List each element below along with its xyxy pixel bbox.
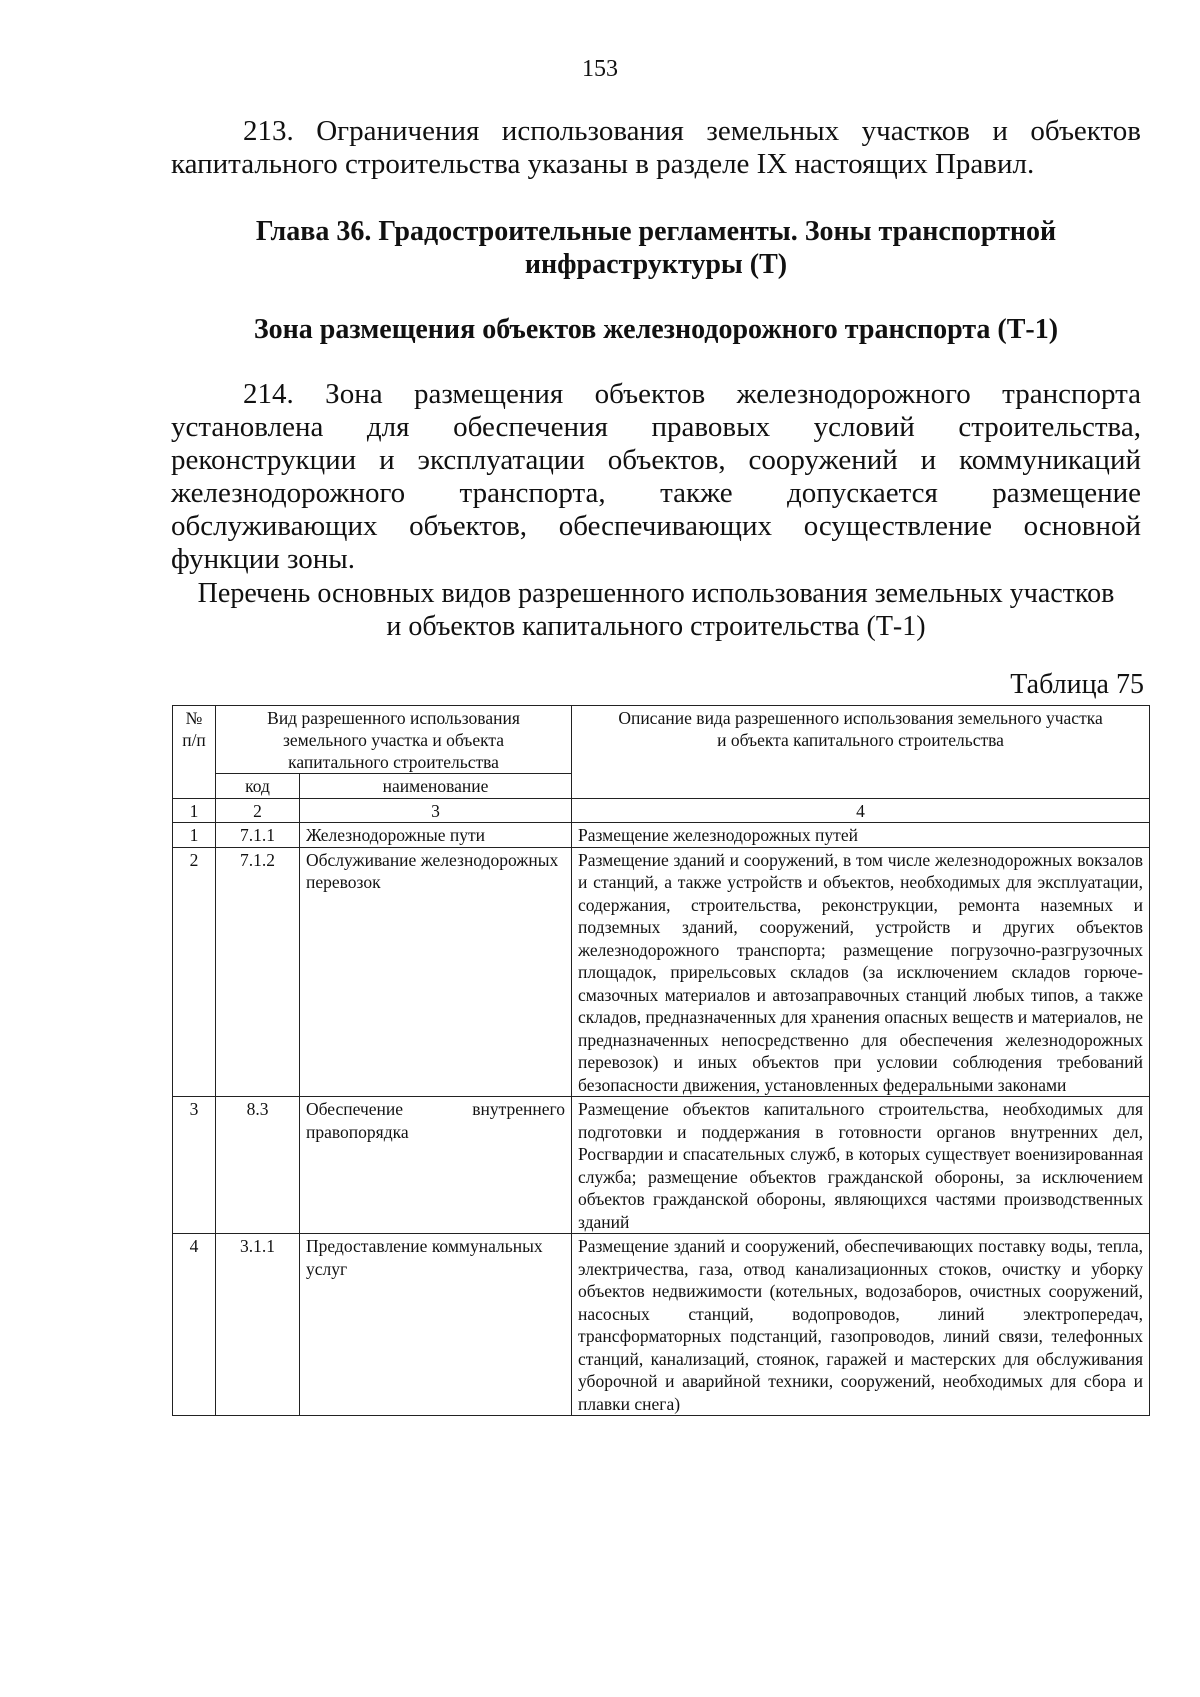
row-number: 4: [173, 1234, 216, 1416]
header-number-cell: [173, 706, 216, 799]
row-code: 7.1.2: [216, 847, 300, 1097]
row-description: Размещение зданий и сооружений, в том числе железнодорожных вокзалов и станций, а также устройств и объектов, необходимых для эксплуатации, содержания, строительства, реконструкции, ремонта наземных и подземных зданий, сооружений, устройств и других объектов железнодорожного транспорта; размещение погрузочно-разгрузочных площадок, прирельсовых складов (за исключением складов горюче-смазочных материалов и автозаправочных станций любых типов, а также складов, предназначенных для хранения опасных веществ и материалов, не предназначенных непосредственно для обеспечения железнодорожных перевозок) и иных объектов при условии соблюдения требований безопасности движения, установленных федеральными законами: [572, 847, 1150, 1097]
row-number: 3: [173, 1097, 216, 1234]
header-name-cell: наименование: [300, 774, 572, 799]
header-description-cell: [572, 706, 1150, 799]
row-description: Размещение зданий и сооружений, обеспечивающих поставку воды, тепла, электричества, газа, отвод канализационных стоков, очистку и уборку объектов недвижимости (котельных, водозаборов, очистных сооружений, насосных станций, водопроводов, линий электропередач, трансформаторных подстанций, газопроводов, линий связи, телефонных станций, канализаций, стоянок, гаражей и мастерских для обслуживания уборочной и аварийной техники, сооружений, необходимых для сбора и плавки снега): [572, 1234, 1150, 1416]
header-kind-line-3: капитального строительства: [288, 752, 499, 772]
table-row: [173, 847, 1150, 1097]
header-kind-line-1: Вид разрешенного использования: [267, 708, 520, 728]
row-name: Обслуживание железнодорожных перевозок: [300, 847, 572, 1097]
list-title: [171, 577, 1141, 643]
table-row: [173, 1097, 1150, 1234]
list-title-line-1: Перечень основных видов разрешенного использования земельных участков: [197, 578, 1115, 609]
header-description-line-1: Описание вида разрешенного использования земельного участка: [618, 708, 1103, 728]
table-label: Таблица 75: [1010, 669, 1144, 700]
row-code: 7.1.1: [216, 823, 300, 848]
row-name: Железнодорожные пути: [300, 823, 572, 848]
list-title-line-2: и объектов капитального строительства (Т-1): [386, 611, 926, 642]
row-code: 3.1.1: [216, 1234, 300, 1416]
page-number: 153: [582, 56, 618, 82]
header-description-line-2: и объекта капитального строительства: [717, 730, 1004, 750]
paragraph-213: 213. Ограничения использования земельных участков и объектов капитального строительства указаны в разделе IX настоящих Правил.: [171, 115, 1141, 180]
header-code-cell: код: [216, 774, 300, 799]
row-description: Размещение объектов капитального строительства, необходимых для подготовки и поддержания в готовности органов внутренних дел, Росгвардии и спасательных служб, в которых существует военизированная служба; размещение объектов гражданской обороны, за исключением объектов гражданской обороны, являющихся частями производственных зданий: [572, 1097, 1150, 1234]
table-row: [173, 1234, 1150, 1416]
header-kind-cell: [216, 706, 572, 774]
land-use-table: [172, 705, 1150, 1416]
row-number: 2: [173, 847, 216, 1097]
row-name: Обеспечение внутреннего правопорядка: [300, 1097, 572, 1234]
zone-heading: Зона размещения объектов железнодорожного транспорта (Т-1): [253, 314, 1059, 345]
row-number: 1: [173, 823, 216, 848]
column-number-2: 2: [216, 798, 300, 823]
paragraph-214: 214. Зона размещения объектов железнодорожного транспорта установлена для обеспечения правовых условий строительства, реконструкции и эксплуатации объектов, сооружений и коммуникаций железнодорожного транспорта, также допускается размещение обслуживающих объектов, обеспечивающих осуществление основной функции зоны.: [171, 378, 1141, 575]
chapter-heading-line-1: Глава 36. Градостроительные регламенты. Зоны транспортной: [255, 216, 1057, 247]
table-header-row: [173, 706, 1150, 774]
column-number-3: 3: [300, 798, 572, 823]
chapter-heading: [171, 215, 1141, 281]
table-row: [173, 823, 1150, 848]
header-number-line-2: п/п: [182, 730, 206, 750]
column-number-4: 4: [572, 798, 1150, 823]
row-code: 8.3: [216, 1097, 300, 1234]
header-number-line-1: №: [185, 708, 203, 728]
row-description: Размещение железнодорожных путей: [572, 823, 1150, 848]
row-name: Предоставление коммунальных услуг: [300, 1234, 572, 1416]
column-number-1: 1: [173, 798, 216, 823]
table-column-numbers-row: [173, 798, 1150, 823]
chapter-heading-line-2: инфраструктуры (Т): [524, 249, 788, 280]
header-kind-line-2: земельного участка и объекта: [283, 730, 505, 750]
